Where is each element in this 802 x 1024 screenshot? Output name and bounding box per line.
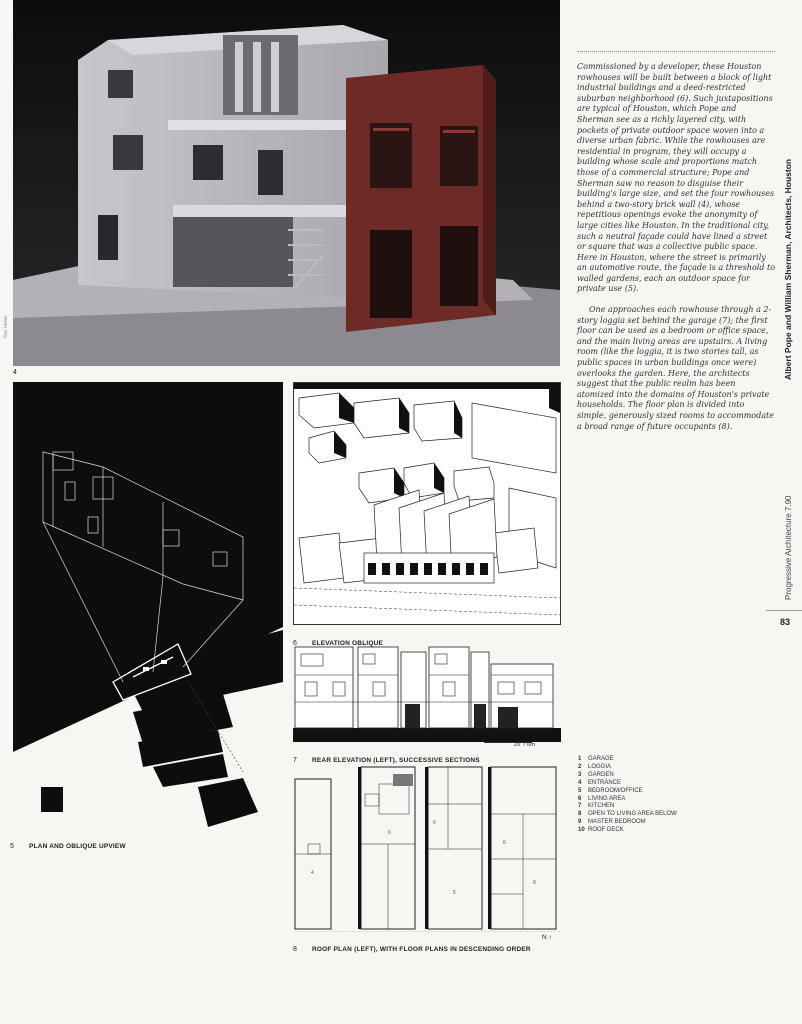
figure-8-caption: ROOF PLAN (LEFT), WITH FLOOR PLANS IN DESCENDING ORDER: [312, 946, 531, 953]
svg-text:8: 8: [533, 880, 536, 886]
figure-6-elevation-oblique: [293, 382, 561, 625]
article-body: [577, 62, 775, 442]
figure-5-caption: PLAN AND OBLIQUE UPVIEW: [29, 843, 126, 850]
text-divider: [577, 51, 775, 52]
article-paragraph-2: One approaches each rowhouse through a 2-story loggia set behind the garage (7); the first floor can be used as a bedroom or office space, and the main living areas are upstairs. A living room (like the loggia, it is two stories tall, as public spaces in urban buildings once were) overlooks the garden. Here, the architects suggest that the public realm has been atomized into the domains of Houston's private households. The floor plan is divided into simple, generously sized rooms to accommodate a broad range of future occupants (8).: [577, 305, 774, 431]
scale-label: 20' / 6m: [514, 742, 535, 748]
figure-7-caption: REAR ELEVATION (LEFT), SUCCESSIVE SECTIONS: [312, 757, 480, 764]
photo-credit: Paul Hester: [3, 315, 8, 338]
svg-text:6: 6: [433, 820, 436, 826]
page-number: 83: [780, 617, 791, 627]
figure-8-floor-plans: [293, 764, 561, 932]
north-arrow: [542, 934, 552, 941]
figure-8-caption-row: [293, 936, 531, 955]
svg-text:5: 5: [453, 890, 456, 896]
legend-item: 9 MASTER BEDROOM: [578, 819, 646, 826]
model-photograph: [13, 0, 560, 366]
article-running-title: Albert Pope and William Sherman, Architects, Houston: [783, 158, 793, 380]
elevation-oblique-drawing: [294, 383, 560, 624]
legend-item: 7 KITCHEN: [578, 803, 615, 810]
svg-text:6: 6: [388, 830, 391, 836]
legend-item: 10 ROOF DECK: [578, 827, 624, 834]
article-paragraph-1: Commissioned by a developer, these Houston rowhouses will be built between a block of light industrial buildings and a deed-restricted suburban neighborhood (6). Such juxtapositions are typical of Houston, which Pope and Sherman see as a richly layered city, with pockets of private outdoor space woven into a diverse urban fabric. While the rowhouses are residential in program, they will occupy a building whose scale and proportions match those of a commercial structure; Pope and Sherman saw no reason to disguise their building's large size, and set the four rowhouses behind a two-story brick wall (4), whose repetitious openings evoke the anonymity of large cities like Houston. In the traditional city, such a neutral façade could have lined a street or square that was a collective public space. Here in Houston, where the street is primarily an automotive route, the façade is a threshold to walled gardens, each an outdoor space for private use (5).: [577, 62, 776, 294]
svg-text:4: 4: [311, 870, 314, 876]
model-photo-drawing: [13, 0, 560, 366]
legend-item: 1 GARAGE: [578, 756, 614, 762]
north-arrow-icon: ↑: [548, 934, 553, 941]
legend-item: 8 OPEN TO LIVING AREA BELOW: [578, 811, 677, 818]
figure-4-number: 4: [13, 369, 17, 376]
north-label: N: [542, 934, 547, 941]
margin-rule: [766, 610, 802, 611]
legend-item: 5 BEDROOM/OFFICE: [578, 787, 643, 794]
legend-item: 4 ENTRANCE: [578, 779, 622, 786]
legend-item: 6 LIVING AREA: [578, 795, 626, 802]
figure-7-rear-elevation: [293, 642, 561, 742]
plan-oblique-drawing: [13, 382, 283, 832]
rear-elevation-drawing: [293, 642, 561, 742]
figure-7-number: 7: [293, 757, 297, 764]
figure-5-number: 5: [10, 843, 14, 850]
journal-name: Progressive Architecture 7.90: [784, 495, 793, 600]
svg-text:6: 6: [503, 840, 506, 846]
legend-item: 3 GARDEN: [578, 771, 614, 778]
legend-item: 2 LOGGIA: [578, 763, 612, 770]
floor-plans-drawing: [293, 764, 561, 932]
figure-6-caption: ELEVATION OBLIQUE: [312, 640, 384, 647]
figure-5-plan-oblique: [13, 382, 283, 832]
figure-5-caption-row: [10, 833, 126, 852]
figure-6-number: 6: [293, 640, 297, 647]
room-legend: [578, 756, 677, 835]
figure-8-number: 8: [293, 946, 297, 953]
